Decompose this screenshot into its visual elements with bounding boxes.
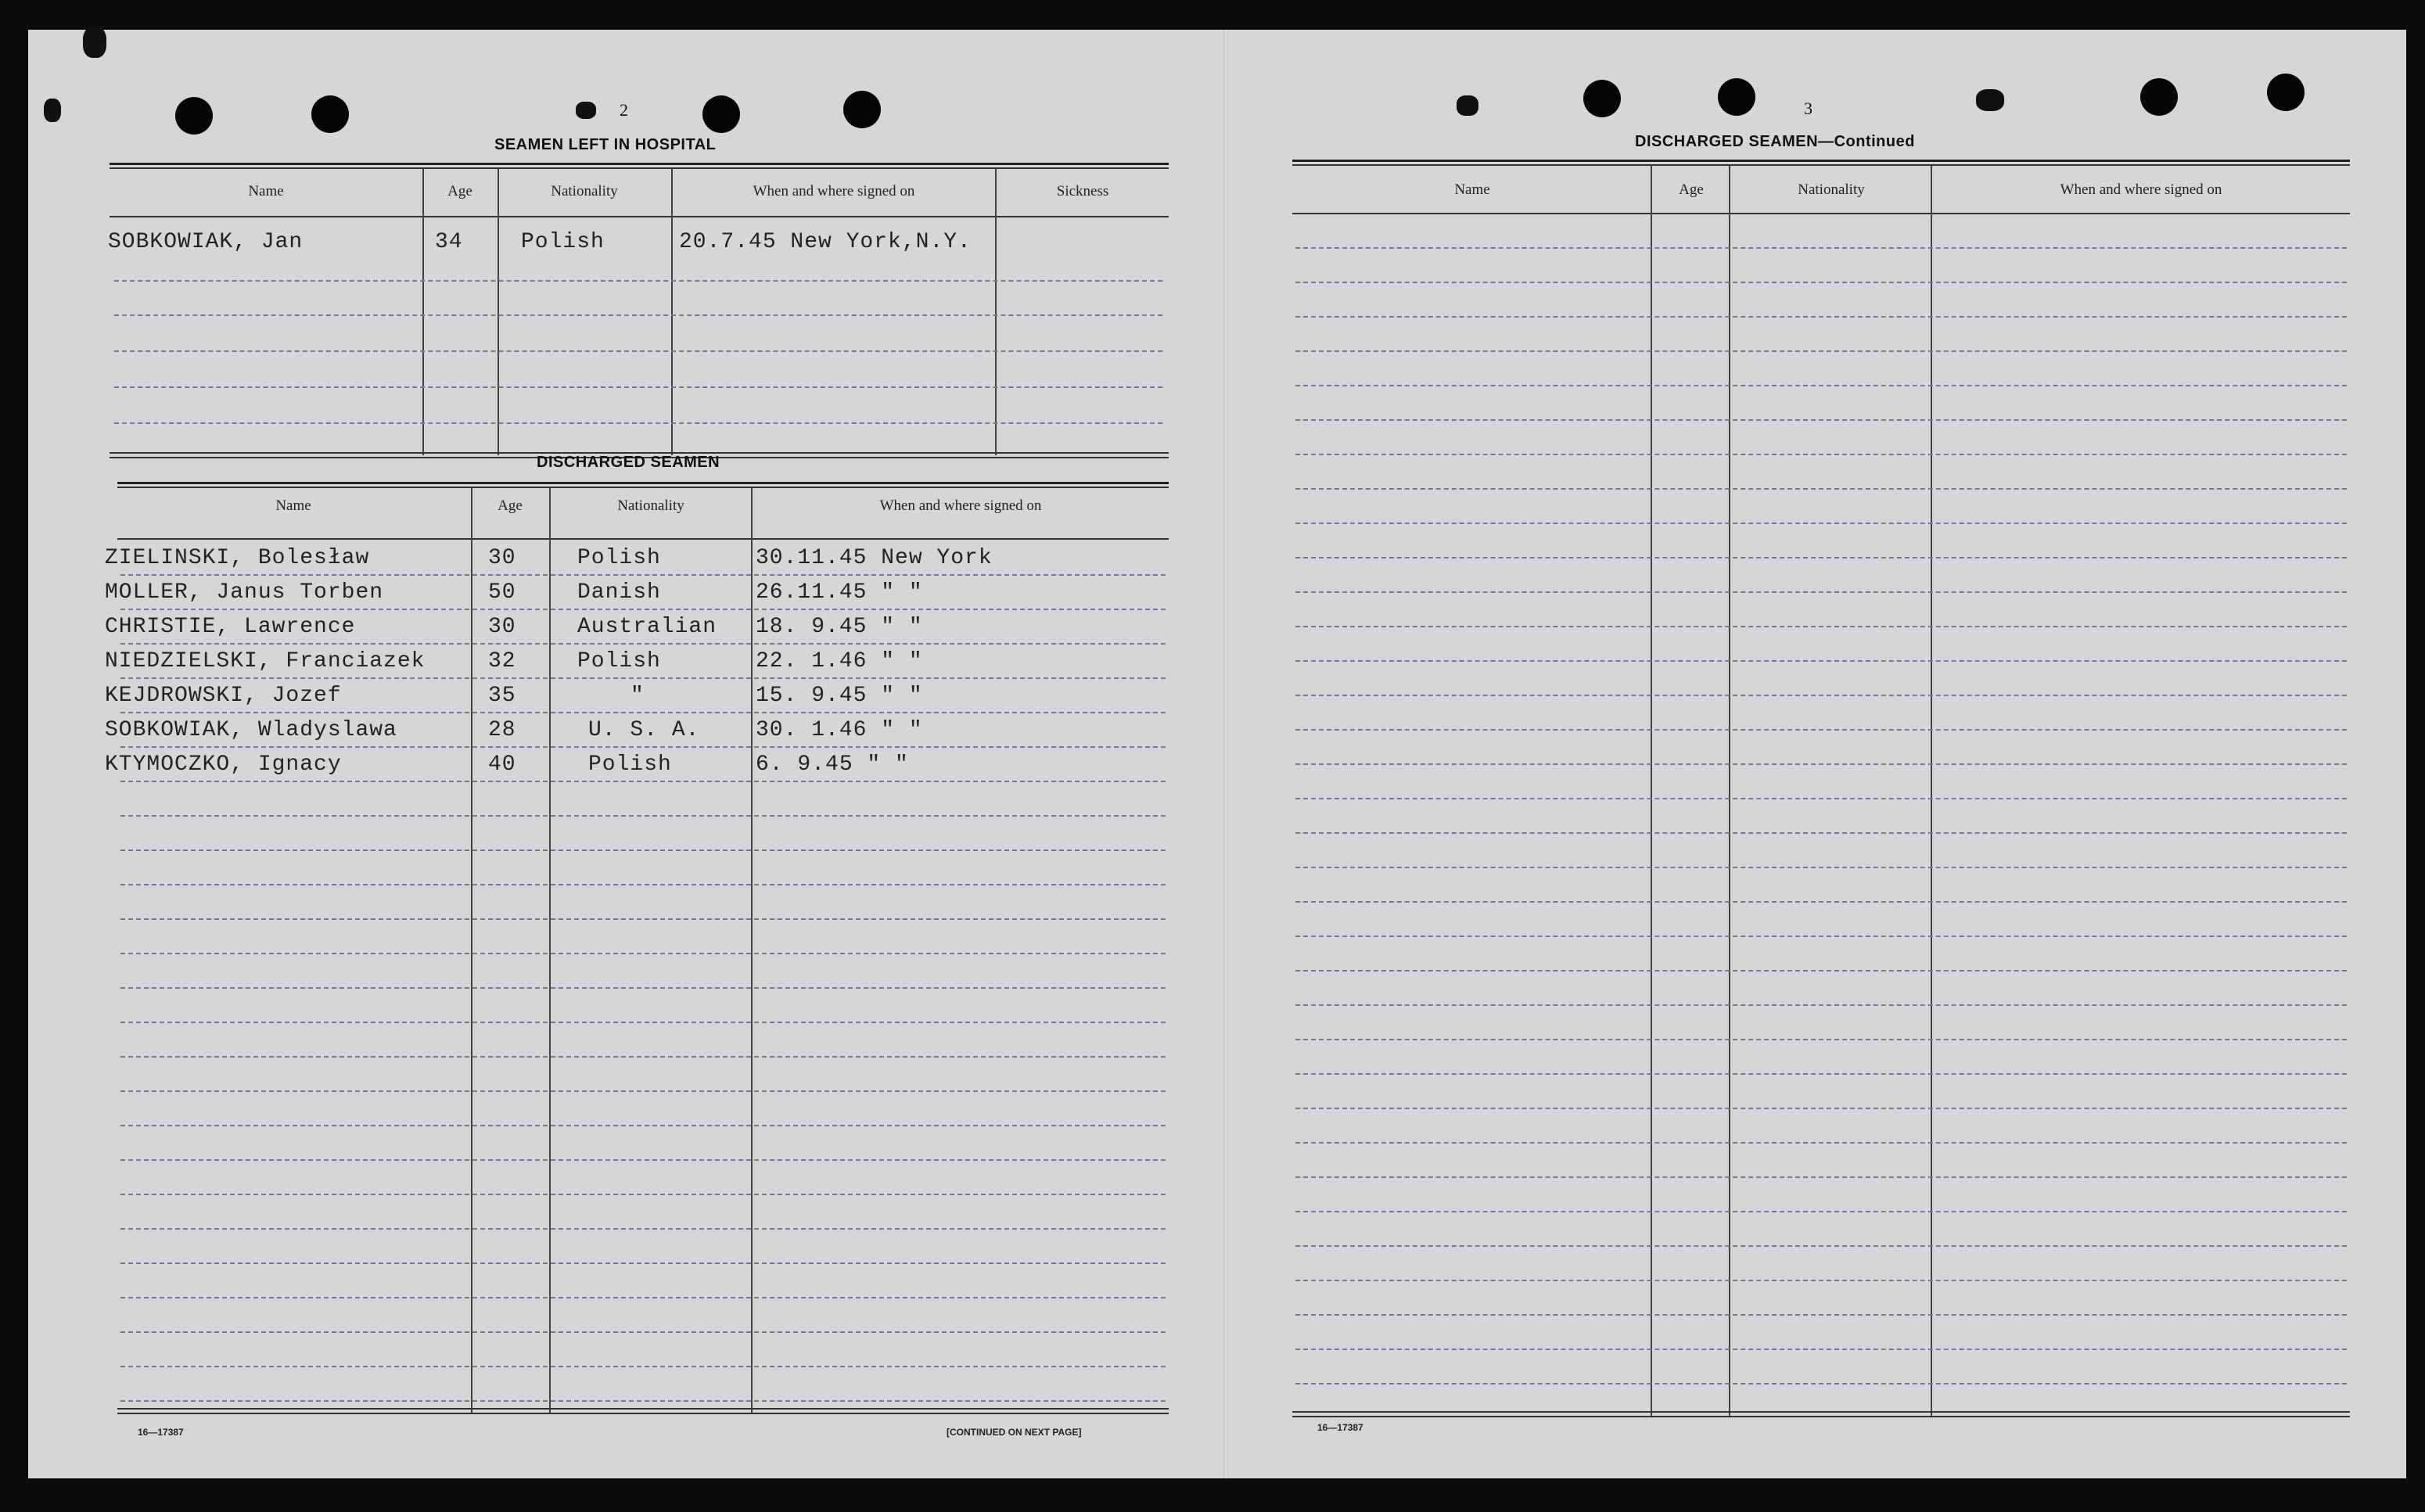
hospital-row-age: 34 <box>435 230 463 254</box>
discharged-age: 32 <box>488 649 516 673</box>
table-bottom-rule <box>117 1408 1169 1410</box>
row-rule <box>1295 1004 2347 1006</box>
discharged-nationality: Polish <box>577 546 661 570</box>
row-rule <box>1295 316 2347 318</box>
row-rule <box>1295 763 2347 765</box>
discharged-nationality: Australian <box>577 615 717 639</box>
punch-hole <box>702 95 740 133</box>
continued-note: [CONTINUED ON NEXT PAGE] <box>947 1427 1082 1438</box>
row-rule <box>1295 729 2347 731</box>
row-rule <box>1295 1039 2347 1040</box>
hospital-header-name: Name <box>248 183 284 199</box>
punch-hole <box>843 91 881 128</box>
discharged-signed-on: 26.11.45 " " <box>756 580 923 605</box>
row-rule <box>114 386 1162 388</box>
row-rule <box>1295 970 2347 971</box>
column-rule <box>1729 166 1730 1416</box>
row-rule <box>114 314 1162 316</box>
row-rule <box>1295 936 2347 937</box>
right-header-nationality: Nationality <box>1798 181 1865 198</box>
row-rule <box>1295 901 2347 903</box>
right-header-signed-on: When and where signed on <box>2060 181 2222 198</box>
column-rule <box>471 488 472 1413</box>
page-number-right: 3 <box>1804 99 1812 118</box>
row-rule <box>1295 557 2347 558</box>
table-rule <box>117 487 1169 488</box>
row-rule <box>120 953 1166 954</box>
table-rule <box>1292 164 2350 166</box>
hospital-row-signed-on: 20.7.45 New York,N.Y. <box>679 230 972 254</box>
punch-hole <box>311 95 349 133</box>
column-rule <box>751 488 753 1413</box>
row-rule <box>1295 282 2347 283</box>
ink-mark <box>576 102 596 119</box>
table-bottom-rule <box>1292 1416 2350 1417</box>
row-rule <box>1295 798 2347 799</box>
discharged-nationality: U. S. A. <box>588 718 700 742</box>
row-rule <box>120 1228 1166 1230</box>
row-rule <box>1295 454 2347 455</box>
row-rule <box>1295 350 2347 352</box>
discharged-name: KTYMOCZKO, Ignacy <box>105 752 342 777</box>
punch-hole <box>1718 78 1755 116</box>
row-rule <box>1295 1108 2347 1109</box>
table-top-rule <box>117 482 1169 484</box>
punch-hole <box>175 97 213 135</box>
row-rule <box>120 746 1166 748</box>
document-sheet <box>28 30 2406 1478</box>
column-rule <box>422 169 424 455</box>
row-rule <box>1295 1280 2347 1281</box>
discharged-age: 30 <box>488 546 516 570</box>
row-rule <box>120 1262 1166 1264</box>
row-rule <box>1295 591 2347 593</box>
column-rule <box>549 488 551 1413</box>
discharged-name: CHRISTIE, Lawrence <box>105 615 356 639</box>
discharged-nationality: Polish <box>588 752 672 777</box>
discharged-age: 50 <box>488 580 516 605</box>
row-rule <box>1295 1142 2347 1144</box>
row-rule <box>1295 1314 2347 1316</box>
row-rule <box>1295 660 2347 662</box>
row-rule <box>120 712 1166 713</box>
header-rule <box>1292 213 2350 214</box>
row-rule <box>1295 867 2347 868</box>
row-rule <box>114 422 1162 424</box>
column-rule <box>671 169 673 455</box>
table-top-rule <box>1292 160 2350 162</box>
punch-hole <box>1583 80 1621 117</box>
page-fold <box>1223 30 1228 1478</box>
hospital-row-nationality: Polish <box>521 230 605 254</box>
table-top-rule <box>110 163 1169 165</box>
hospital-header-signed-on: When and where signed on <box>753 183 915 199</box>
ink-mark <box>1976 89 2004 111</box>
column-rule <box>498 169 499 455</box>
row-rule <box>120 1400 1166 1402</box>
row-rule <box>1295 695 2347 696</box>
discharged-signed-on: 15. 9.45 " " <box>756 684 923 708</box>
right-section-title: DISCHARGED SEAMEN—Continued <box>1635 133 1915 150</box>
row-rule <box>120 987 1166 989</box>
discharged-nationality: Danish <box>577 580 661 605</box>
row-rule <box>1295 385 2347 386</box>
discharged-name: ZIELINSKI, Bolesław <box>105 546 370 570</box>
discharged-age: 35 <box>488 684 516 708</box>
row-rule <box>1295 419 2347 421</box>
discharged-name: MOLLER, Janus Torben <box>105 580 384 605</box>
header-rule <box>110 216 1169 217</box>
discharged-header-signed-on: When and where signed on <box>879 497 1042 514</box>
right-header-name: Name <box>1454 181 1490 198</box>
row-rule <box>120 643 1166 645</box>
discharged-nationality: " <box>630 684 645 708</box>
row-rule <box>1295 1245 2347 1247</box>
row-rule <box>120 574 1166 576</box>
row-rule <box>120 1331 1166 1333</box>
hospital-section-title: SEAMEN LEFT IN HOSPITAL <box>494 136 717 153</box>
row-rule <box>120 815 1166 817</box>
row-rule <box>120 1022 1166 1023</box>
table-bottom-rule <box>1292 1411 2350 1413</box>
discharged-signed-on: 30.11.45 New York <box>756 546 993 570</box>
row-rule <box>120 884 1166 885</box>
discharged-name: KEJDROWSKI, Jozef <box>105 684 342 708</box>
discharged-age: 30 <box>488 615 516 639</box>
row-rule <box>120 1297 1166 1298</box>
hospital-row-name: SOBKOWIAK, Jan <box>108 230 304 254</box>
discharged-age: 40 <box>488 752 516 777</box>
row-rule <box>1295 523 2347 524</box>
row-rule <box>120 1056 1166 1058</box>
punch-hole <box>2267 74 2305 111</box>
row-rule <box>1295 1349 2347 1350</box>
row-rule <box>1295 1176 2347 1178</box>
row-rule <box>120 677 1166 679</box>
row-rule <box>120 609 1166 610</box>
right-header-age: Age <box>1679 181 1704 198</box>
row-rule <box>120 1090 1166 1092</box>
discharged-signed-on: 22. 1.46 " " <box>756 649 923 673</box>
page-number-left: 2 <box>620 100 628 120</box>
discharged-age: 28 <box>488 718 516 742</box>
discharged-nationality: Polish <box>577 649 661 673</box>
row-rule <box>1295 1383 2347 1385</box>
form-number-left: 16—17387 <box>138 1427 184 1438</box>
hospital-header-age: Age <box>447 183 472 199</box>
ink-mark <box>83 27 106 58</box>
row-rule <box>120 1125 1166 1126</box>
row-rule <box>114 280 1162 282</box>
table-rule <box>110 167 1169 169</box>
discharged-section-title: DISCHARGED SEAMEN <box>537 454 720 471</box>
hospital-header-sickness: Sickness <box>1056 183 1109 199</box>
discharged-signed-on: 30. 1.46 " " <box>756 718 923 742</box>
ink-mark <box>44 99 61 122</box>
row-rule <box>120 918 1166 920</box>
row-rule <box>1295 488 2347 490</box>
row-rule <box>120 849 1166 851</box>
row-rule <box>120 1159 1166 1161</box>
discharged-signed-on: 6. 9.45 " " <box>756 752 909 777</box>
column-rule <box>1931 166 1932 1416</box>
header-rule <box>117 538 1169 540</box>
punch-hole <box>2140 78 2178 116</box>
row-rule <box>114 350 1162 352</box>
column-rule <box>995 169 997 455</box>
discharged-header-nationality: Nationality <box>617 497 684 514</box>
discharged-signed-on: 18. 9.45 " " <box>756 615 923 639</box>
row-rule <box>120 781 1166 782</box>
hospital-header-nationality: Nationality <box>551 183 618 199</box>
discharged-name: NIEDZIELSKI, Franciazek <box>105 649 426 673</box>
table-bottom-rule <box>117 1413 1169 1414</box>
row-rule <box>1295 1211 2347 1212</box>
discharged-header-age: Age <box>498 497 523 514</box>
row-rule <box>1295 626 2347 627</box>
discharged-name: SOBKOWIAK, Wladyslawa <box>105 718 397 742</box>
form-number-right: 16—17387 <box>1317 1422 1363 1433</box>
row-rule <box>1295 1073 2347 1075</box>
discharged-header-name: Name <box>275 497 311 514</box>
row-rule <box>1295 832 2347 834</box>
row-rule <box>120 1194 1166 1195</box>
ink-mark <box>1457 95 1478 116</box>
row-rule <box>1295 247 2347 249</box>
column-rule <box>1651 166 1652 1416</box>
row-rule <box>120 1366 1166 1367</box>
